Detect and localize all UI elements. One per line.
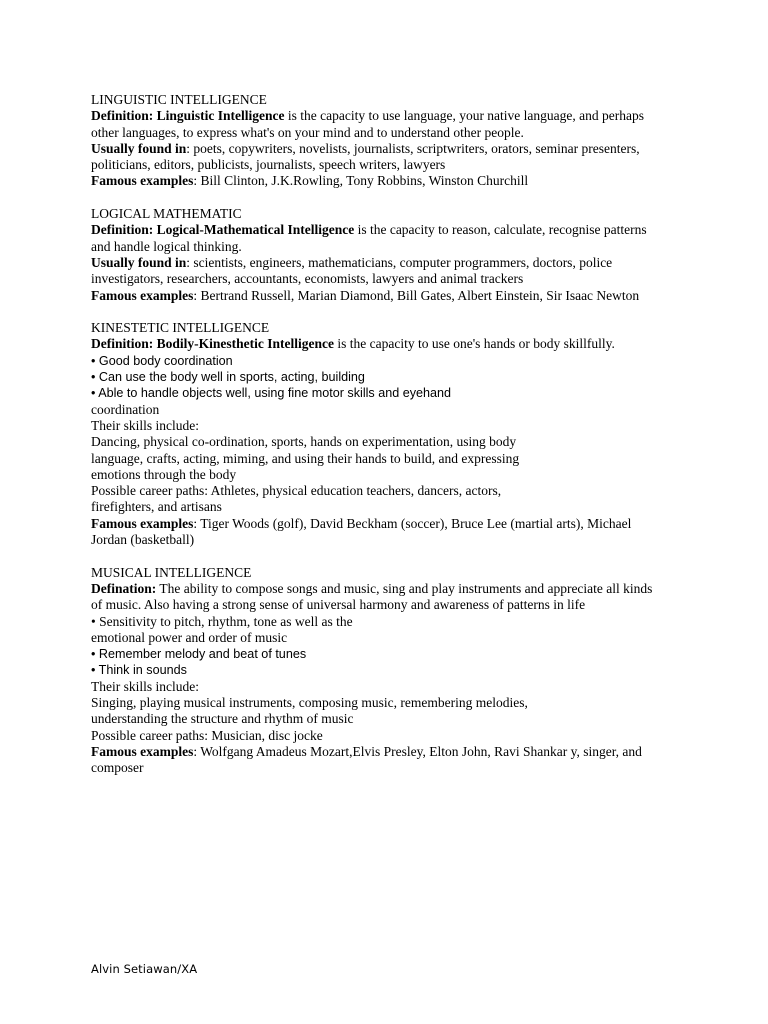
section-heading: MUSICAL INTELLIGENCE — [91, 564, 252, 580]
definition-text-cont: of music. Also having a strong sense of universal harmony and awareness of patterns in life — [91, 597, 586, 613]
famous-text: : Bill Clinton, J.K.Rowling, Tony Robbins, Winston Churchill — [193, 173, 529, 189]
famous-label: Famous examples — [91, 515, 194, 531]
definition-term: Linguistic Intelligence — [153, 108, 285, 124]
bullet-item: • Think in sounds — [91, 663, 187, 678]
bullet-item: • Remember melody and beat of tunes — [91, 647, 307, 662]
definition-label: Definition: — [91, 336, 154, 352]
definition-line — [91, 581, 691, 597]
famous-text-cont: Jordan (basketball) — [91, 532, 195, 548]
famous-line — [91, 516, 691, 532]
definition-line — [91, 222, 691, 238]
found-text-cont: investigators, researchers, accountants, economists, lawyers and animal trackers — [91, 271, 524, 287]
famous-text: : Wolfgang Amadeus Mozart,Elvis Presley, Elton John, Ravi Shankar y, singer, and — [193, 743, 642, 759]
section-musical — [91, 565, 691, 777]
section-heading: LINGUISTIC INTELLIGENCE — [91, 92, 267, 107]
bullet-item: • Can use the body well in sports, acting, building — [91, 370, 365, 385]
definition-line — [91, 336, 691, 352]
bullet-item-cont: emotional power and order of music — [91, 629, 288, 645]
found-text-cont: politicians, editors, publicists, journalists, speech writers, lawyers — [91, 157, 446, 173]
found-line — [91, 255, 691, 271]
found-label: Usually found in — [91, 140, 187, 156]
famous-label: Famous examples — [91, 173, 194, 189]
section-kinestetic — [91, 320, 691, 548]
skills-text: understanding the structure and rhythm of music — [91, 711, 354, 727]
section-heading: KINESTETIC INTELLIGENCE — [91, 320, 270, 336]
definition-text: is the capacity to use one's hands or body skillfully. — [333, 336, 615, 352]
definition-text: is the capacity to reason, calculate, recognise patterns — [354, 222, 647, 238]
definition-label: Definition: — [91, 222, 154, 238]
skills-label: Their skills include: — [91, 678, 199, 694]
bullet-item: • Able to handle objects well, using fine motor skills and eyehand — [91, 386, 452, 401]
definition-text-cont: other languages, to express what's on your mind and to understand other people. — [91, 124, 524, 140]
famous-text-cont: composer — [91, 760, 144, 776]
famous-line — [91, 744, 691, 760]
found-label: Usually found in — [91, 254, 187, 270]
bullet-item: • Good body coordination — [91, 353, 233, 368]
skills-text: language, crafts, acting, miming, and using their hands to build, and expressing — [91, 450, 520, 466]
career-text: Possible career paths: Athletes, physical education teachers, dancers, actors, — [91, 483, 502, 499]
found-text: : poets, copywriters, novelists, journalists, scriptwriters, orators, seminar presenters, — [186, 140, 640, 156]
definition-text: is the capacity to use language, your native language, and perhaps — [284, 108, 644, 124]
skills-text: Singing, playing musical instruments, composing music, remembering melodies, — [91, 694, 528, 710]
definition-text-cont: and handle logical thinking. — [91, 238, 242, 254]
page-footer: Alvin Setiawan/XA — [91, 962, 198, 976]
definition-line — [91, 108, 691, 124]
career-text: Possible career paths: Musician, disc jocke — [91, 727, 323, 743]
skills-label: Their skills include: — [91, 417, 199, 433]
definition-term: Bodily-Kinesthetic Intelligence — [153, 336, 334, 352]
section-heading: LOGICAL MATHEMATIC — [91, 206, 242, 222]
found-text: : scientists, engineers, mathematicians, computer programmers, doctors, police — [186, 254, 613, 270]
section-linguistic — [91, 92, 691, 190]
skills-text: emotions through the body — [91, 466, 237, 482]
famous-label: Famous examples — [91, 743, 194, 759]
found-line — [91, 141, 691, 157]
bullet-item-cont: coordination — [91, 401, 160, 417]
definition-label: Definition: — [91, 108, 154, 124]
famous-line — [91, 173, 691, 189]
document-body — [91, 92, 691, 793]
section-logical — [91, 206, 691, 304]
famous-text: : Tiger Woods (golf), David Beckham (soccer), Bruce Lee (martial arts), Michael — [193, 515, 632, 531]
famous-text: : Bertrand Russell, Marian Diamond, Bill Gates, Albert Einstein, Sir Isaac Newton — [193, 287, 640, 303]
definition-term: Logical-Mathematical Intelligence — [153, 222, 355, 238]
famous-line — [91, 288, 691, 304]
famous-label: Famous examples — [91, 287, 194, 303]
definition-text: The ability to compose songs and music, sing and play instruments and appreciate all kinds — [156, 580, 653, 596]
career-text: firefighters, and artisans — [91, 499, 222, 515]
definition-label: Defination: — [91, 580, 157, 596]
skills-text: Dancing, physical co-ordination, sports, hands on experimentation, using body — [91, 434, 517, 450]
bullet-item: • Sensitivity to pitch, rhythm, tone as well as the — [91, 613, 353, 629]
